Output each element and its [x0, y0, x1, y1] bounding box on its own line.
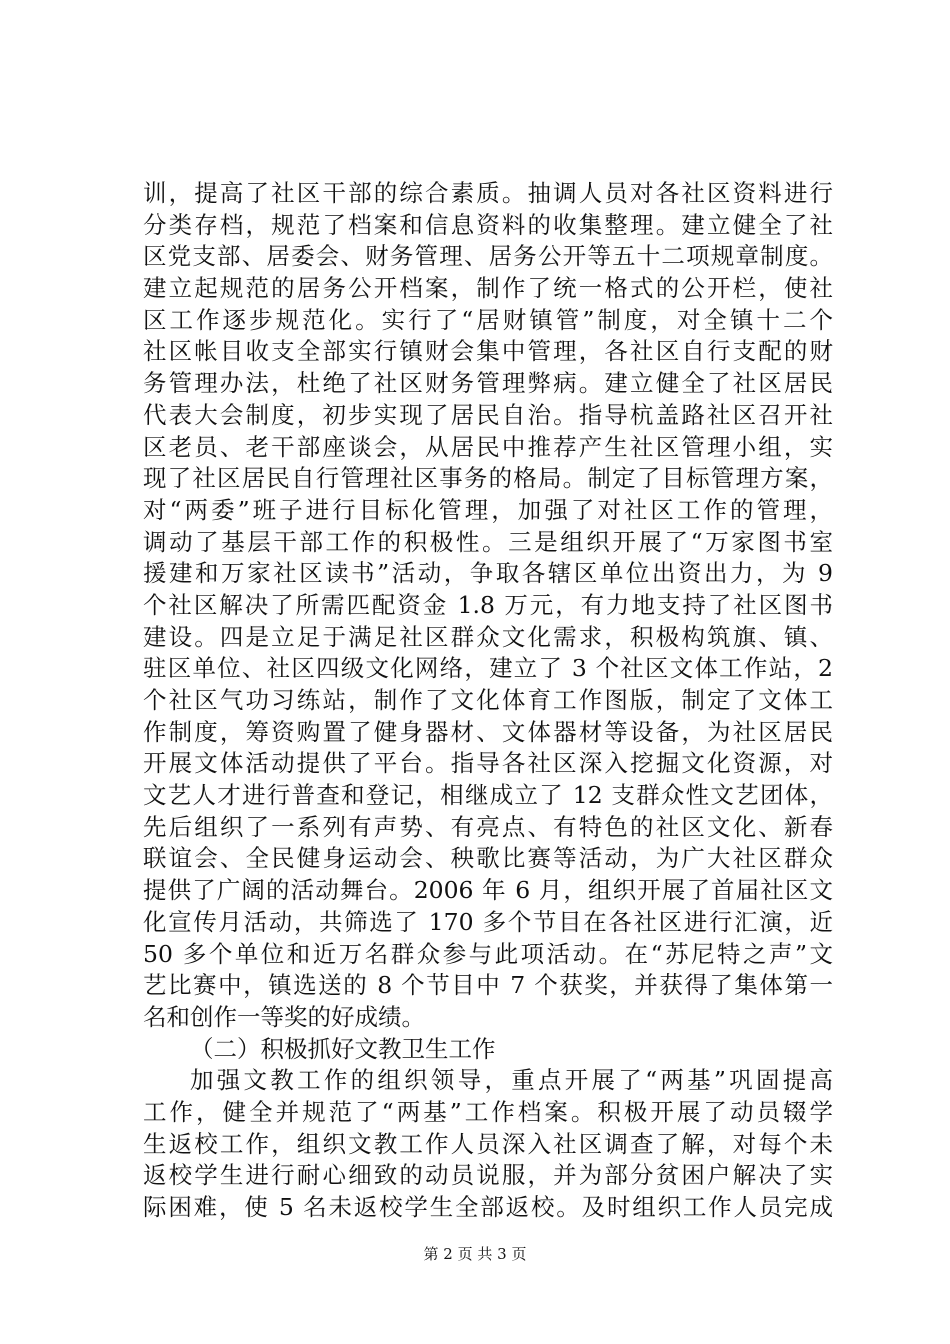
- paragraph-line-7: 务管理办法，杜绝了社区财务管理弊病。建立健全了社区居民: [143, 369, 833, 398]
- paragraph-line-19: 开展文体活动提供了平台。指导各社区深入挖掘文化资源，对: [143, 749, 833, 778]
- paragraph-line-12: 调动了基层干部工作的积极性。三是组织开展了“万家图书室: [143, 527, 833, 556]
- paragraph-line-11: 对“两委”班子进行目标化管理，加强了对社区工作的管理，: [143, 495, 833, 524]
- paragraph-line-9: 区老员、老干部座谈会，从居民中推荐产生社区管理小组，实: [143, 432, 833, 461]
- paragraph-line-2: 分类存档，规范了档案和信息资料的收集整理。建立健全了社: [143, 210, 833, 239]
- body-text: [143, 178, 833, 1224]
- paragraph-line-20: 文艺人才进行普查和登记，相继成立了 12 支群众性文艺团体，: [143, 781, 833, 810]
- paragraph-line-5: 区工作逐步规范化。实行了“居财镇管”制度，对全镇十二个: [143, 305, 833, 334]
- paragraph-line-4: 建立起规范的居务公开档案，制作了统一格式的公开栏，使社: [143, 274, 833, 303]
- paragraph-line-16: 驻区单位、社区四级文化网络，建立了 3 个社区文体工作站，2: [143, 654, 833, 683]
- paragraph-line-13: 援建和万家社区读书”活动，争取各辖区单位出资出力，为 9: [143, 559, 833, 588]
- page-number-footer: 第 2 页 共 3 页: [423, 1245, 527, 1263]
- paragraph-line-6: 社区帐目收支全部实行镇财会集中管理，各社区自行支配的财: [143, 337, 833, 366]
- section-line-5: 际困难，使 5 名未返校学生全部返校。及时组织工作人员完成: [143, 1193, 833, 1221]
- paragraph-line-8: 代表大会制度，初步实现了居民自治。指导杭盖路社区召开社: [143, 400, 833, 429]
- section-line-2: 工作，健全并规范了“两基”工作档案。积极开展了动员辍学: [143, 1097, 833, 1126]
- section-line-1: 加强文教工作的组织领导，重点开展了“两基”巩固提高: [190, 1066, 833, 1095]
- section-line-4: 返校学生进行耐心细致的动员说服，并为部分贫困户解决了实: [143, 1161, 833, 1190]
- section-heading: （二）积极抓好文教卫生工作: [190, 1034, 496, 1063]
- paragraph-line-18: 作制度，筹资购置了健身器材、文体器材等设备，为社区居民: [143, 717, 833, 746]
- section-line-3: 生返校工作，组织文教工作人员深入社区调查了解，对每个未: [143, 1129, 833, 1158]
- paragraph-line-10: 现了社区居民自行管理社区事务的格局。制定了目标管理方案，: [143, 464, 833, 493]
- paragraph-line-22: 联谊会、全民健身运动会、秧歌比赛等活动，为广大社区群众: [143, 844, 833, 873]
- paragraph-line-17: 个社区气功习练站，制作了文化体育工作图版，制定了文体工: [143, 686, 833, 714]
- paragraph-line-25: 50 多个单位和近万名群众参与此项活动。在“苏尼特之声”文: [143, 939, 833, 968]
- paragraph-line-21: 先后组织了一系列有声势、有亮点、有特色的社区文化、新春: [143, 812, 833, 841]
- paragraph-line-23: 提供了广阔的活动舞台。2006 年 6 月，组织开展了首届社区文: [143, 876, 833, 905]
- paragraph-line-26: 艺比赛中，镇选送的 8 个节目中 7 个获奖，并获得了集体第一: [143, 971, 833, 1000]
- paragraph-line-3: 区党支部、居委会、财务管理、居务公开等五十二项规章制度。: [143, 242, 833, 271]
- paragraph-line-24: 化宣传月活动，共筛选了 170 多个节目在各社区进行汇演，近: [143, 907, 833, 936]
- paragraph-line-14: 个社区解决了所需匹配资金 1.8 万元，有力地支持了社区图书: [143, 590, 833, 619]
- paragraph-line-27: 名和创作一等奖的好成绩。: [143, 1002, 425, 1031]
- paragraph-line-15: 建设。四是立足于满足社区群众文化需求，积极构筑旗、镇、: [143, 622, 833, 651]
- paragraph-line-1: 训，提高了社区干部的综合素质。抽调人员对各社区资料进行: [143, 179, 833, 207]
